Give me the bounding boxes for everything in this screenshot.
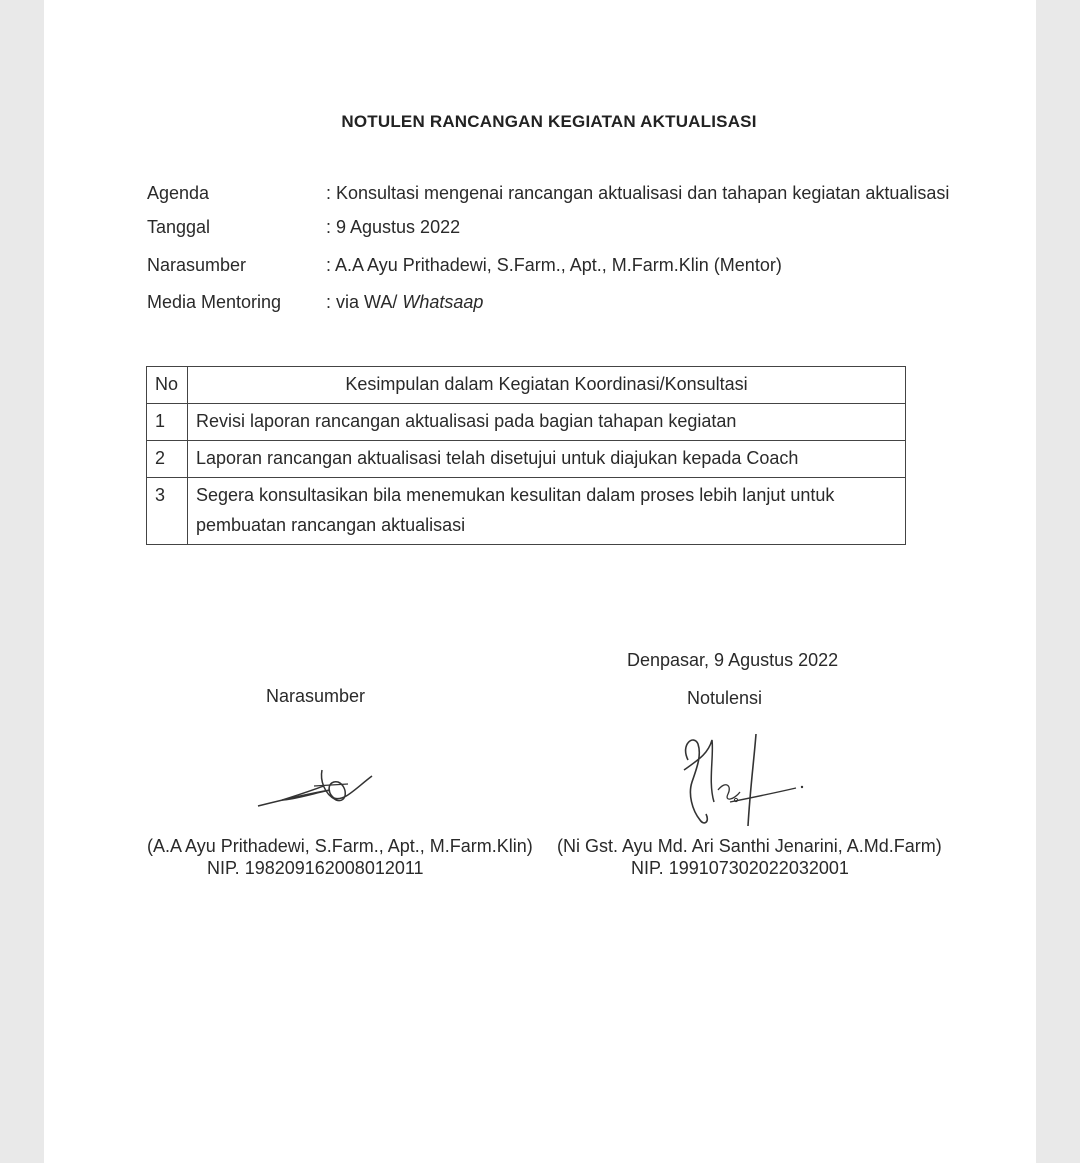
narasumber-label: Narasumber	[147, 255, 247, 275]
media-value-italic: Whatsaap	[402, 292, 484, 312]
left-signatory-nip: NIP. 198209162008012011	[207, 858, 424, 878]
media-value-prefix: : via WA/	[326, 292, 403, 312]
table-row	[147, 478, 906, 545]
right-signature	[670, 730, 810, 835]
table-row	[147, 404, 906, 441]
table-header-no: No	[147, 367, 188, 404]
table-cell-no: 2	[147, 441, 188, 478]
narasumber-value: : A.A Ayu Prithadewi, S.Farm., Apt., M.Farm.Klin (Mentor)	[326, 255, 782, 275]
tanggal-value: : 9 Agustus 2022	[326, 217, 461, 237]
left-signatory-name: (A.A Ayu Prithadewi, S.Farm., Apt., M.Farm.Klin)	[147, 836, 533, 856]
media-label: Media Mentoring	[147, 292, 282, 312]
document-page	[44, 0, 1036, 1163]
place-date: Denpasar, 9 Agustus 2022	[627, 650, 839, 670]
table-header-conclusion: Kesimpulan dalam Kegiatan Koordinasi/Konsultasi	[188, 367, 906, 404]
tanggal-label: Tanggal	[147, 217, 211, 237]
right-signatory-name: (Ni Gst. Ayu Md. Ari Santhi Jenarini, A.Md.Farm)	[557, 836, 942, 856]
right-signatory-nip: NIP. 199107302022032001	[631, 858, 849, 878]
table-cell-text: Revisi laporan rancangan aktualisasi pada bagian tahapan kegiatan	[188, 404, 906, 441]
left-signature	[252, 760, 382, 817]
table-header-row	[147, 367, 906, 404]
conclusion-table	[146, 366, 906, 545]
agenda-value: : Konsultasi mengenai rancangan aktualisasi dan tahapan kegiatan aktualisasi	[326, 183, 950, 203]
document-title: NOTULEN RANCANGAN KEGIATAN AKTUALISASI	[341, 112, 757, 131]
left-signatory-role: Narasumber	[266, 686, 366, 706]
agenda-label: Agenda	[147, 183, 210, 203]
table-cell-text: Laporan rancangan aktualisasi telah disetujui untuk diajukan kepada Coach	[188, 441, 906, 478]
table-cell-no: 1	[147, 404, 188, 441]
media-value	[326, 292, 483, 313]
table-cell-text: Segera konsultasikan bila menemukan kesulitan dalam proses lebih lanjut untuk pembuatan rancangan aktualisasi	[188, 478, 906, 545]
table-row	[147, 441, 906, 478]
right-signatory-role: Notulensi	[687, 688, 763, 708]
table-cell-no: 3	[147, 478, 188, 545]
